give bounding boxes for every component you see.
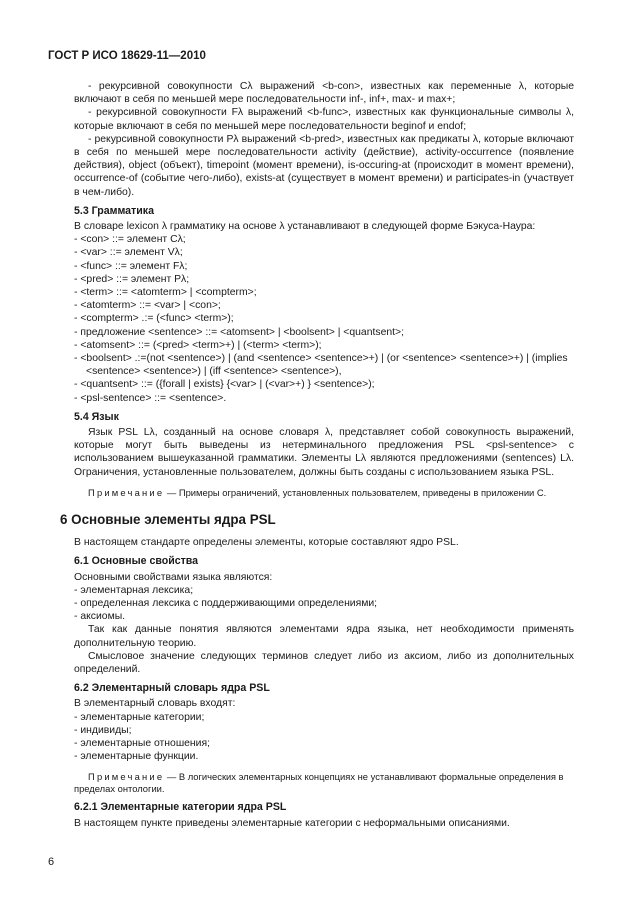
section-5-4-text: Язык PSL Lλ, созданный на основе словаря λ, представляет собой совокупность выражений, которые могут быть выведены из нетерминального предложения PSL <psl-sentence> с использованием вышеуказанной грамматики. Элементы Lλ являются предложениями (sentences) Lλ. Ограничения, установленные пользователем, должны быть созданы с использованием языка PSL. [74,427,574,478]
document-header: ГОСТ Р ИСО 18629-11—2010 [48,50,206,62]
section-6-intro: В настоящем стандарте определены элементы, которые составляют ядро PSL. [74,537,459,549]
list-item: - определенная лексика с поддерживающими определениями; [74,597,378,609]
list-item: - индивиды; [74,724,132,736]
intro-item-c: - рекурсивной совокупности Cλ выражений <b-con>, известных как переменные λ, которые включают в себя по меньшей мере последовательности inf-, inf+, max- и max+; [74,81,574,106]
list-item: - элементарные категории; [74,711,205,723]
section-6-1-para1: Так как данные понятия являются элементами ядра языка, нет необходимости применять дополнительную теорию. [74,624,574,649]
page-content [60,80,574,830]
section-6-1-intro: Основными свойствами языка являются: [74,571,273,583]
section-6-title: 6 Основные элементы ядра PSL [60,511,276,527]
section-6-2-intro: В элементарный словарь входят: [74,698,236,710]
grammar-rule: - <func> ::= элемент Fλ; [74,260,188,272]
section-5-4-title: 5.4 Язык [74,410,119,423]
section-6-1-para2: Смысловое значение следующих терминов следует либо из аксиом, либо из дополнительных определений. [74,650,574,675]
grammar-rule: - <pred> ::= элемент Pλ; [74,273,190,285]
section-6-1-title: 6.1 Основные свойства [74,555,199,568]
note-text: — Примеры ограничений, установленных пользователем, приведены в приложении С. [166,486,547,498]
section-6-2-title: 6.2 Элементарный словарь ядра PSL [74,682,270,695]
list-item: - элементарные функции. [74,751,199,763]
grammar-rule: - <quantsent> ::= ({forall | exists} {<var> | (<var>+) } <sentence>); [74,379,375,391]
note-5-4 [74,487,574,499]
section-5-3-intro: В словаре lexicon λ грамматику на основе λ устанавливают в следующей форме Бэкуса-Наура: [74,221,536,233]
grammar-rule: - <atomsent> ::= (<pred> <term>+) | (<term> <term>); [74,339,322,351]
list-item: - аксиомы. [74,611,126,623]
note-label: Примечание [88,771,165,783]
grammar-rule: - <var> ::= элемент Vλ; [74,247,183,259]
list-item: - элементарная лексика; [74,584,194,596]
list-item: - элементарные отношения; [74,737,210,749]
page-number: 6 [48,856,55,868]
grammar-rule: - предложение <sentence> ::= <atomsent> | <boolsent> | <quantsent>; [74,326,404,338]
section-5-3-title: 5.3 Грамматика [74,204,154,217]
grammar-rule: - <boolsent> .:=(not <sentence>) | (and <sentence> <sentence>+) | (or <sentence> <sentence>+) | (implies <sentence> <sentence>) | (iff <sentence> <sentence>), [74,353,568,378]
grammar-rule: - <atomterm> ::= <var> | <con>; [74,300,221,312]
note-label: Примечание [88,486,165,498]
intro-item-f: - рекурсивной совокупности Fλ выражений <b-func>, известных как функциональные символы λ, которые включают в себя по меньшей мере последовательности beginof и endof; [74,107,574,132]
intro-item-p: - рекурсивной совокупности Pλ выражений <b-pred>, известных как предикаты λ, которые включают в себя по меньшей мере последовательности activity (действие), activity-occurrence (появление действия), object (объект), timepoint (момент времени), is-occuring-at (происходит в момент времени), occurrence-of (событие чего-либо), exists-at (существует в момент времени) и participates-in (участвует в чем-либо). [74,133,574,198]
note-6-2 [74,771,574,795]
section-6-2-1-text: В настоящем пункте приведены элементарные категории с неформальными описаниями. [74,817,510,829]
section-6-2-1-title: 6.2.1 Элементарные категории ядра PSL [74,801,287,814]
grammar-rule: - <term> ::= <atomterm> | <compterm>; [74,287,257,299]
grammar-rule: - <con> ::= элемент Cλ; [74,234,186,246]
note-text: — В логических элементарных концепциях не устанавливают формальные определения в пределах онтологии. [74,771,564,795]
grammar-rule: - <compterm> .:= (<func> <term>); [74,313,234,325]
grammar-rule: - <psl-sentence> ::= <sentence>. [74,392,227,404]
